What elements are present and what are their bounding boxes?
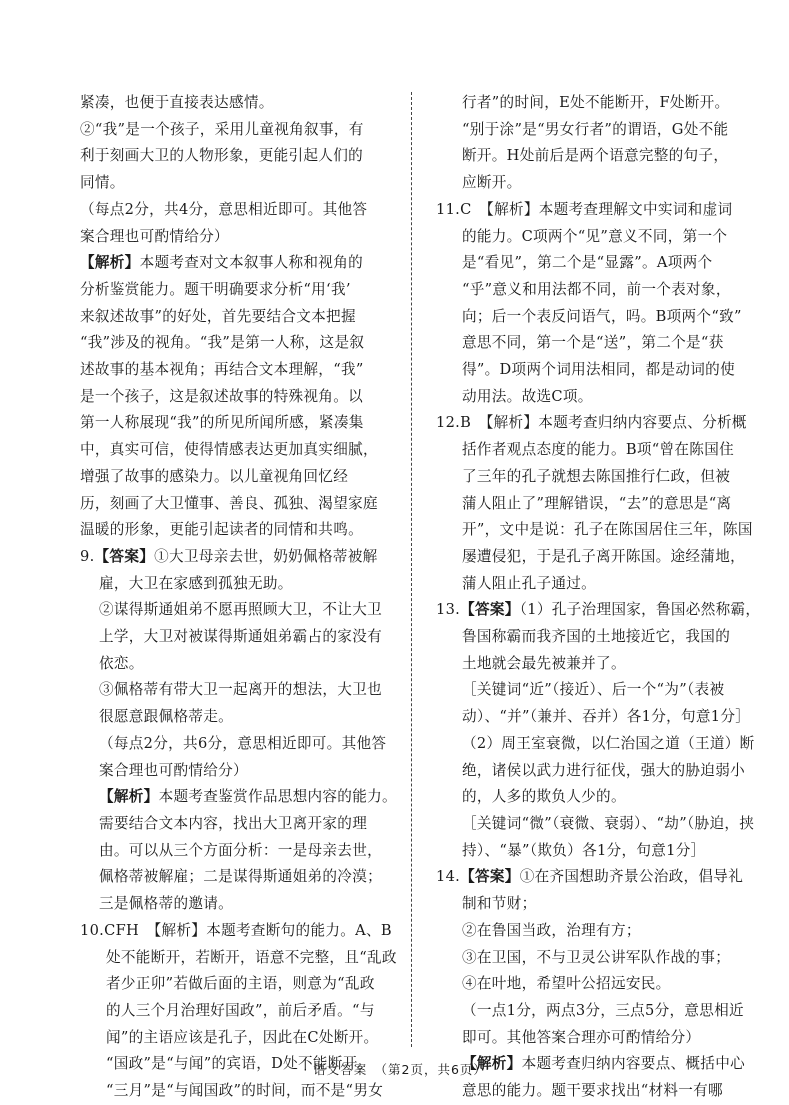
text-line: [80, 758, 410, 785]
line-text: 由。可以从三个方面分析：一是母亲去世，: [99, 841, 382, 859]
line-text: 案合理也可酌情给分）: [80, 227, 229, 245]
section-label: 【解析】: [462, 1055, 522, 1073]
text-line: [80, 597, 410, 624]
line-text: 开”，文中是说：孔子在陈国居住三年，陈国: [462, 521, 753, 539]
line-text: 历，刻画了大卫懂事、善良、孤独、渴望家庭: [80, 494, 378, 512]
text-line: [80, 330, 410, 357]
text-line: [80, 945, 410, 972]
section-label: 【答案】: [460, 868, 520, 886]
line-text: ①大卫母亲去世，奶奶佩格蒂被解: [154, 547, 378, 565]
line-text: （每点2分，共4分，意思相近即可。其他答: [80, 200, 368, 218]
line-text: 依恋。: [99, 654, 144, 672]
text-line: [80, 304, 410, 331]
line-text: （每点2分，共6分，意思相近即可。其他答: [99, 734, 387, 752]
text-line: [436, 624, 766, 651]
text-line: [80, 544, 410, 571]
line-text: “我”涉及的视角。“我”是第一人称，这是叙: [80, 334, 365, 352]
text-line: [80, 277, 410, 304]
line-text: 蒲人阻止孔子通过。: [462, 574, 597, 592]
text-line: [436, 1078, 766, 1105]
question-number: 12.: [436, 414, 461, 432]
text-line: [80, 1078, 410, 1105]
line-text: 持）、“暴”（欺负）各1分，句意1分］: [462, 841, 706, 859]
line-text: （一点1分，两点3分，三点5分，意思相近: [462, 1001, 744, 1019]
text-line: [80, 918, 410, 945]
line-text: 处不能断开，若断开，语意不完整，且“乱政: [106, 948, 397, 966]
text-line: [436, 597, 766, 624]
line-text: 利于刻画大卫的人物形象，更能引起人们的: [80, 147, 363, 165]
line-text: C 【解析】本题考查理解文中实词和虚词: [460, 200, 733, 218]
text-line: [80, 143, 410, 170]
line-text: 增强了故事的感染力。以儿童视角回忆经: [80, 467, 349, 485]
text-line: [80, 811, 410, 838]
line-text: “三月”是“与闻国政”的时间，而不是“男女: [106, 1082, 384, 1100]
text-line: [436, 224, 766, 251]
line-text: “国政”是“与闻”的宾语，D处不能断开。: [106, 1055, 373, 1073]
line-text: （2）周王室衰微，以仁治国之道（王道）断: [462, 734, 755, 752]
text-line: [80, 677, 410, 704]
text-line: [80, 170, 410, 197]
line-text: 得”。D项两个词用法相同，都是动词的使: [462, 361, 735, 379]
text-line: [436, 304, 766, 331]
text-line: [436, 811, 766, 838]
line-text: 蒲人阻止了”理解错误，“去”的意思是“离: [462, 494, 732, 512]
line-text: “乎”意义和用法都不同，前一个表对象，: [462, 280, 731, 298]
line-text: （1）孔子治理国家，鲁国必然称霸，: [519, 601, 761, 619]
text-line: [436, 197, 766, 224]
text-line: [436, 758, 766, 785]
line-text: 是“看见”，第二个是“显露”。A项两个: [462, 254, 713, 272]
page-footer: · 语文答案 （第2页，共6页）·: [303, 1062, 486, 1077]
line-text: ②“我”是一个孩子，采用儿童视角叙事，有: [80, 120, 364, 138]
text-line: [436, 117, 766, 144]
line-text: 需要结合文本内容，找出大卫离开家的理: [99, 814, 368, 832]
line-text: 了三年的孔子就想去陈国推行仁政，但被: [462, 467, 731, 485]
text-line: [436, 891, 766, 918]
line-text: 行者”的时间，E处不能断开，F处断开。: [462, 94, 730, 111]
text-line: [436, 330, 766, 357]
text-line: [436, 945, 766, 972]
question-number: 11.: [436, 200, 461, 218]
line-text: 上学，大卫对被谋得斯通姐弟霸占的家没有: [99, 628, 382, 646]
line-text: 来叙述故事”的好处，首先要结合文本把握: [80, 307, 356, 325]
text-line: [436, 464, 766, 491]
line-text: 雇，大卫在家感到孤独无助。: [99, 574, 293, 592]
text-line: [436, 784, 766, 811]
text-line: [436, 918, 766, 945]
line-text: 佩格蒂被解雇；二是谋得斯通姐弟的冷漠；: [99, 868, 382, 886]
line-text: 应断开。: [462, 174, 522, 192]
text-line: [80, 117, 410, 144]
line-text: 是一个孩子，这是叙述故事的特殊视角。以: [80, 387, 363, 405]
text-line: [80, 571, 410, 598]
text-line: [436, 838, 766, 865]
text-line: [436, 90, 766, 117]
text-line: [80, 357, 410, 384]
line-text: ②在鲁国当政，治理有方；: [462, 921, 641, 939]
text-line: [436, 544, 766, 571]
text-line: [436, 704, 766, 731]
line-text: B 【解析】本题考查归纳内容要点、分析概: [460, 414, 747, 432]
question-number: 14.: [436, 868, 461, 886]
line-text: 意思的能力。题干要求找出“材料一有哪: [462, 1082, 723, 1100]
line-text: 向；后一个表反问语气，吗。B项两个“致”: [462, 307, 742, 325]
text-line: [436, 170, 766, 197]
line-text: 者少正卯”若做后面的主语，则意为“乱政: [106, 975, 375, 993]
line-text: 很愿意跟佩格蒂走。: [99, 708, 234, 726]
text-line: [80, 437, 410, 464]
line-text: 动用法。故选C项。: [462, 387, 593, 405]
text-line: [80, 704, 410, 731]
line-text: 闻”的主语应该是孔子，因此在C处断开。: [106, 1028, 379, 1046]
text-line: [436, 410, 766, 437]
line-text: 温暖的形象，更能引起读者的同情和共鸣。: [80, 521, 363, 539]
text-line: [436, 143, 766, 170]
right-column: [436, 90, 766, 1105]
line-text: 意思不同，第一个是“送”，第二个是“获: [462, 334, 724, 352]
text-line: [436, 517, 766, 544]
column-divider: [411, 92, 412, 1047]
text-line: [436, 491, 766, 518]
line-text: 的，人多的欺负人少的。: [462, 788, 626, 806]
text-line: [80, 464, 410, 491]
text-line: [80, 250, 410, 277]
line-text: 动）、“并”（兼并、吞并）各1分，句意1分］: [462, 708, 751, 726]
text-line: [436, 651, 766, 678]
line-text: 鲁国称霸而我齐国的土地接近它，我国的: [462, 628, 731, 646]
text-line: [80, 410, 410, 437]
text-line: [436, 731, 766, 758]
line-text: ④在叶地，希望叶公招远安民。: [462, 975, 671, 993]
text-line: [436, 571, 766, 598]
line-text: 制和节财；: [462, 895, 537, 913]
text-line: [436, 998, 766, 1025]
text-line: [80, 998, 410, 1025]
line-text: 三是佩格蒂的邀请。: [99, 895, 234, 913]
text-line: [436, 677, 766, 704]
line-text: 土地就会最先被兼并了。: [462, 654, 626, 672]
text-line: [436, 864, 766, 891]
text-line: [80, 838, 410, 865]
line-text: ［关键词“近”（接近）、后一个“为”（表被: [462, 681, 725, 699]
text-line: [80, 651, 410, 678]
line-text: 绝，诸侯以武力进行征伐，强大的胁迫弱小: [462, 761, 745, 779]
question-number: 13.: [436, 601, 461, 619]
line-text: 本题考查鉴赏作品思想内容的能力。: [158, 788, 397, 806]
text-line: [436, 437, 766, 464]
line-text: 括作者观点态度的能力。B项“曾在陈国住: [462, 441, 734, 459]
text-line: [80, 864, 410, 891]
line-text: ①在齐国想助齐景公治政，倡导礼: [519, 868, 744, 886]
text-line: [80, 90, 410, 117]
text-line: [436, 971, 766, 998]
line-text: 分析鉴赏能力。题干明确要求分析“用‘我’: [80, 280, 351, 298]
section-label: 【解析】: [99, 788, 159, 806]
text-line: [436, 357, 766, 384]
text-line: [436, 384, 766, 411]
left-column: [80, 90, 410, 1105]
line-text: 本题考查归纳内容要点、概括中心: [521, 1055, 745, 1073]
line-text: 案合理也可酌情给分）: [99, 761, 248, 779]
line-text: 断开。H处前后是两个语意完整的句子，: [462, 147, 729, 165]
text-line: [80, 624, 410, 651]
line-text: 同情。: [80, 174, 125, 192]
text-line: [80, 384, 410, 411]
line-text: 的能力。C项两个“见”意义不同，第一个: [462, 227, 728, 245]
line-text: ［关键词“微”（衰微、衰弱）、“劫”（胁迫，挟: [462, 814, 755, 832]
text-line: [80, 731, 410, 758]
line-text: CFH 【解析】本题考查断句的能力。A、B: [104, 921, 392, 939]
text-line: [436, 277, 766, 304]
text-line: [80, 197, 410, 224]
line-text: 的人三个月治理好国政”，前后矛盾。“与: [106, 1001, 375, 1019]
line-text: “别于涂”是“男女行者”的谓语，G处不能: [462, 120, 729, 138]
text-line: [80, 971, 410, 998]
text-line: [80, 224, 410, 251]
question-number: 10.: [80, 921, 105, 939]
line-text: 即可。其他答案合理亦可酌情给分）: [462, 1028, 701, 1046]
question-number: 9.: [80, 547, 95, 565]
text-line: [80, 891, 410, 918]
line-text: 紧凑，也便于直接表达感情。: [80, 94, 274, 111]
line-text: 屡遭侵犯，于是孔子离开陈国。途经蒲地，: [462, 547, 745, 565]
line-text: ③在卫国，不与卫灵公讲军队作战的事；: [462, 948, 731, 966]
line-text: 中，真实可信，使得情感表达更加真实细腻，: [80, 441, 378, 459]
text-line: [80, 784, 410, 811]
line-text: 第一人称展现“我”的所见所闻所感，紧凑集: [80, 414, 364, 432]
text-line: [80, 1025, 410, 1052]
line-text: ②谋得斯通姐弟不愿再照顾大卫，不让大卫: [99, 601, 382, 619]
line-text: 本题考查对文本叙事人称和视角的: [139, 254, 363, 272]
text-line: [80, 517, 410, 544]
line-text: ③佩格蒂有带大卫一起离开的想法，大卫也: [99, 681, 382, 699]
text-line: [80, 491, 410, 518]
section-label: 【答案】: [460, 601, 520, 619]
section-label: 【解析】: [80, 254, 140, 272]
text-line: [436, 1025, 766, 1052]
section-label: 【答案】: [94, 547, 155, 565]
line-text: 述故事的基本视角；再结合文本理解，“我”: [80, 361, 364, 379]
text-line: [436, 250, 766, 277]
